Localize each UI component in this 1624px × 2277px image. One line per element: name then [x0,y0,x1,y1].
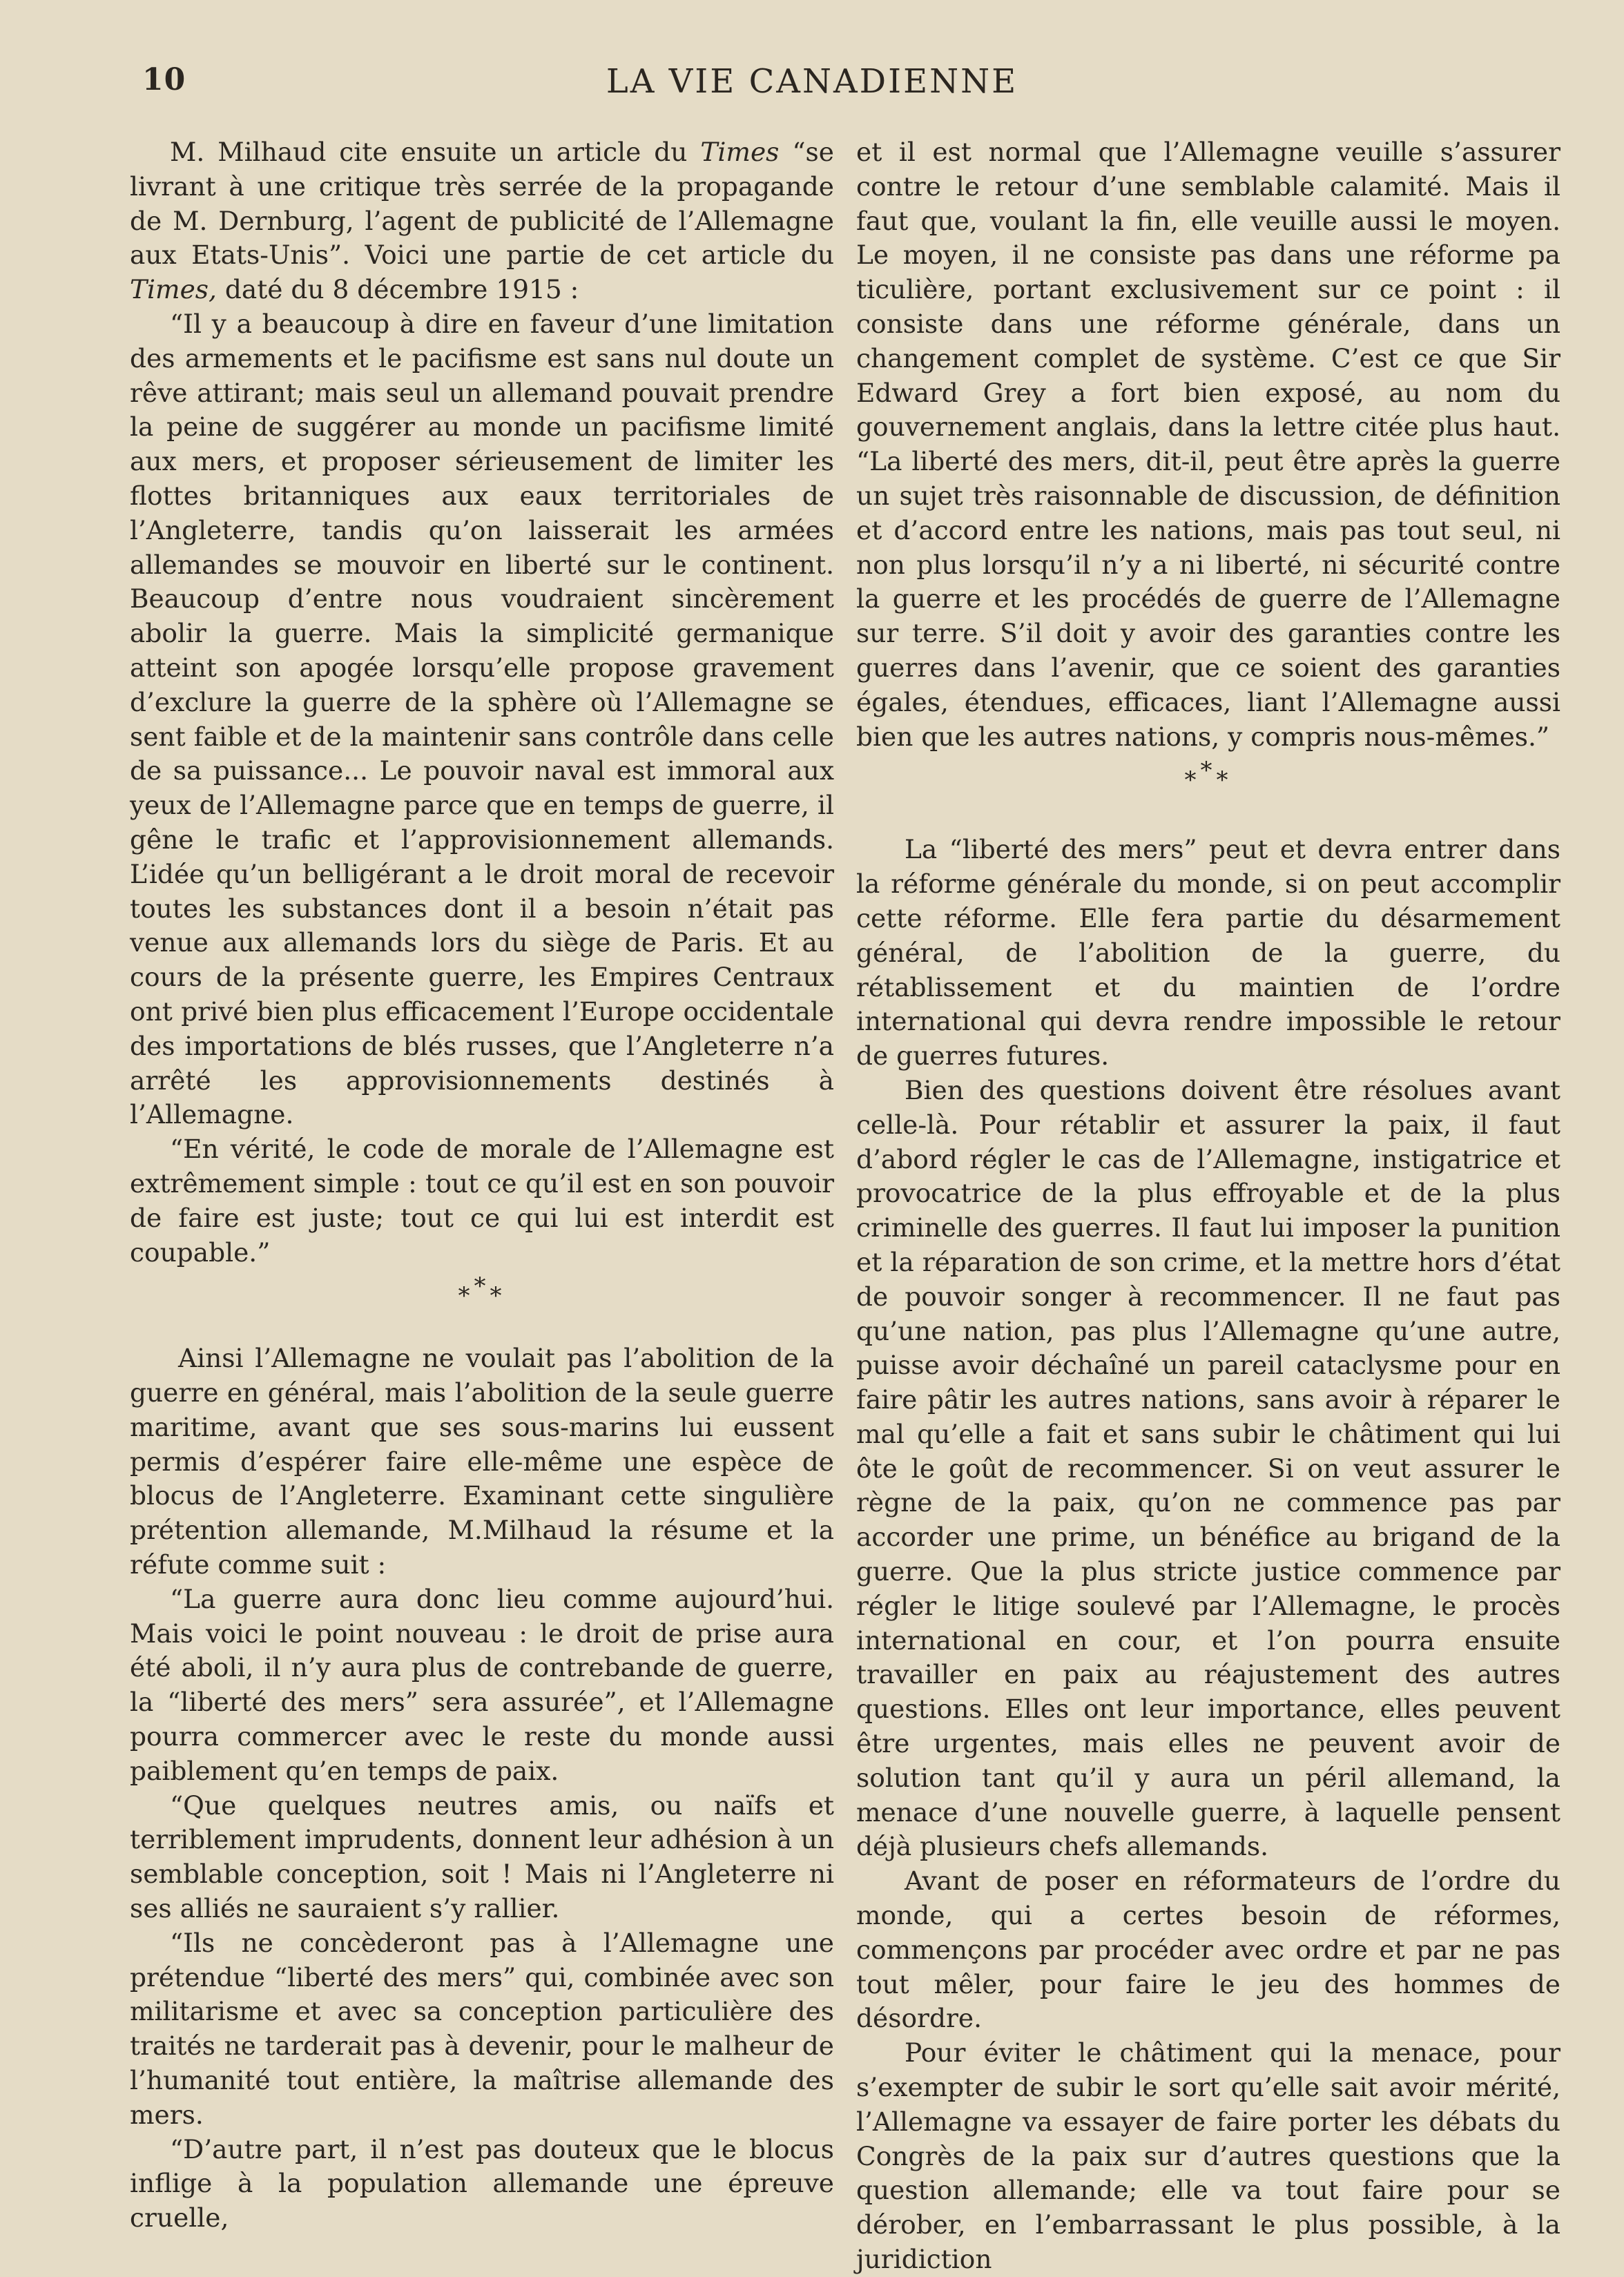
paragraph: M. Milhaud cite ensuite un article du Times “se livrant à une critique très serrée de la propagande de M. Dernburg, l’agent de publicité de l’Allemagne aux Etats-Unis”. Voici une partie de cet article du Times, daté du 8 décembre 1915 : [130,137,834,305]
left-column [130,135,834,2236]
quotation-paragraph: “Ils ne concèderont pas à l’Allemagne une prétendue “liberté des mers” qui, combinée avec son militarisme et avec sa conception particulière des traités ne tarderait pas à devenir, pour le malheur de l’humanité tout entière, la maîtrise allemande des mers. [130,1927,834,2130]
right-column [856,135,1560,2277]
paragraph: Avant de poser en réformateurs de l’ordre du monde, qui a certes besoin de réformes, commençons par procéder avec ordre et par ne pas tout mêler, pour faire le jeu des hommes de désordre. [856,1866,1560,2034]
paragraph: Ainsi l’Allemagne ne voulait pas l’abolition de la guerre en général, mais l’abolition de la seule guerre maritime, avant que ses sous-marins lui eussent permis d’espérer faire elle-même une espèce de blocus de l’Angleterre. Examinant cette singulière prétention allemande, M.Milhaud la résume et la réfute comme suit : [130,1343,834,1580]
times-title: Times [700,137,780,167]
paragraph: Bien des questions doivent être résolues avant celle-là. Pour rétablir et assurer la paix, il faut d’abord régler le cas de l’Allemagne, instigatrice et provocatrice de la plus effroyable et de la plus criminelle des guerres. Il faut lui imposer la punition et la réparation de son crime, et la mettre hors d’état de pouvoir songer à recommencer. Il ne faut pas qu’une nation, pas plus l’Allemagne qu’une autre, puisse avoir déchaîné un pareil cataclysme pour en faire pâtir les autres nations, sans avoir à réparer le mal qu’elle a fait et sans subir le châtiment qui lui ôte le goût de recommencer. Si on veut assurer le règne de la paix, qu’on ne commence pas par accorder une prime, un bénéfice au brigand de la guerre. Que la plus stricte justice commence par régler le litige soulevé par l’Allemagne, le procès international en cour, et l’on pourra ensuite travailler en paix au réajustement des autres questions. Elles ont leur importance, elles peuvent être urgentes, mais elles ne peuvent avoir de solution tant qu’il y aura un péril allemand, la menace d’une nouvelle guerre, à laquelle pensent déjà plusieurs chefs allemands. [856,1074,1560,1862]
paragraph: La “liberté des mers” peut et devra entrer dans la réforme générale du monde, si on peut accomplir cette réforme. Elle fera partie du désarmement général, de l’abolition de la guerre, du rétablissement et du maintien de l’ordre international qui devra rendre impossible le retour de guerres futures. [856,834,1560,1072]
quotation-paragraph: “Que quelques neutres amis, ou naïfs et terriblement imprudents, donnent leur adhésion à un semblable conception, soit ! Mais ni l’Angleterre ni ses alliés ne sauraient s’y rallier. [130,1790,834,1924]
quotation-paragraph: “D’autre part, il n’est pas douteux que le blocus inflige à la population allemande une épreuve cruelle, [130,2133,834,2234]
section-separator: *** [1184,757,1232,795]
paragraph: Pour éviter le châtiment qui la menace, pour s’exempter de subir le sort qu’elle sait avoir mérité, l’Allemagne va essayer de faire porter les débats du Congrès de la paix sur d’autres questions que la question allemande; elle va tout faire pour se dérober, en l’embarrassant le plus possible, à la juridiction [856,2037,1560,2275]
paragraph: et il est normal que l’Allemagne veuille s’assurer contre le retour d’une semblable calamité. Mais il faut que, voulant la fin, elle veuille aussi le moyen. Le moyen, il ne consiste pas dans une réforme pa ticulière, portant exclusivement sur ce point : il consiste dans une réforme générale, dans un changement complet de système. C’est ce que Sir Edward Grey a fort bien exposé, au nom du gouvernement anglais, dans la lettre citée plus haut. “La liberté des mers, dit-il, peut être après la guerre un sujet très raisonnable de discussion, de définition et d’accord entre les nations, mais pas tout seul, ni non plus lorsqu’il n’y a ni liberté, ni sécurité contre la guerre et les procédés de guerre de l’Allemagne sur terre. S’il doit y avoir des garanties contre les guerres dans l’avenir, que ce soient des garanties égales, étendues, efficaces, liant l’Allemagne aussi bien que les autres nations, y compris nous-mêmes.” [856,137,1560,752]
quotation-paragraph: “Il y a beaucoup à dire en faveur d’une limitation des armements et le pacifisme est sans nul doute un rêve attirant; mais seul un allemand pouvait prendre la peine de suggérer au monde un pacifisme limité aux mers, et proposer sérieusement de limiter les flottes britanniques aux eaux territoriales de l’Angleterre, tandis qu’on laisserait les armées allemandes se mouvoir en liberté sur le continent. Beaucoup d’entre nous voudraient sincèrement abolir la guerre. Mais la simplicité germanique atteint son apogée lorsqu’elle propose gravement d’exclure la guerre de la sphère où l’Allemagne se sent faible et de la maintenir sans contrôle dans celle de sa puissance... Le pouvoir naval est immoral aux yeux de l’Allemagne parce que en temps de guerre, il gêne le trafic et l’approvisionnement allemands. L’idée qu’un belligérant a le droit moral de recevoir toutes les substances dont il a besoin n’était pas venue aux allemands lors du siège de Paris. Et au cours de la présente guerre, les Empires Centraux ont privé bien plus efficacement l’Europe occidentale des importations de blés russes, que l’Angleterre n’a arrêté les approvisionnements destinés à l’Allemagne. [130,308,834,1130]
times-title: Times, [130,274,217,305]
section-separator: *** [458,1272,506,1310]
quotation-paragraph: “En vérité, le code de morale de l’Allemagne est extrêmement simple : tout ce qu’il est en son pouvoir de faire est juste; tout ce qui lui est interdit est coupable.” [130,1134,834,1268]
journal-title: LA VIE CANADIENNE [606,62,1018,101]
page-number: 10 [142,62,186,97]
quotation-paragraph: “La guerre aura donc lieu comme aujourd’hui. Mais voici le point nouveau : le droit de prise aura été aboli, il n’y aura plus de contrebande de guerre, la “liberté des mers” sera assurée”, et l’Allemagne pourra commercer avec le reste du monde aussi paiblement qu’en temps de paix. [130,1583,834,1786]
